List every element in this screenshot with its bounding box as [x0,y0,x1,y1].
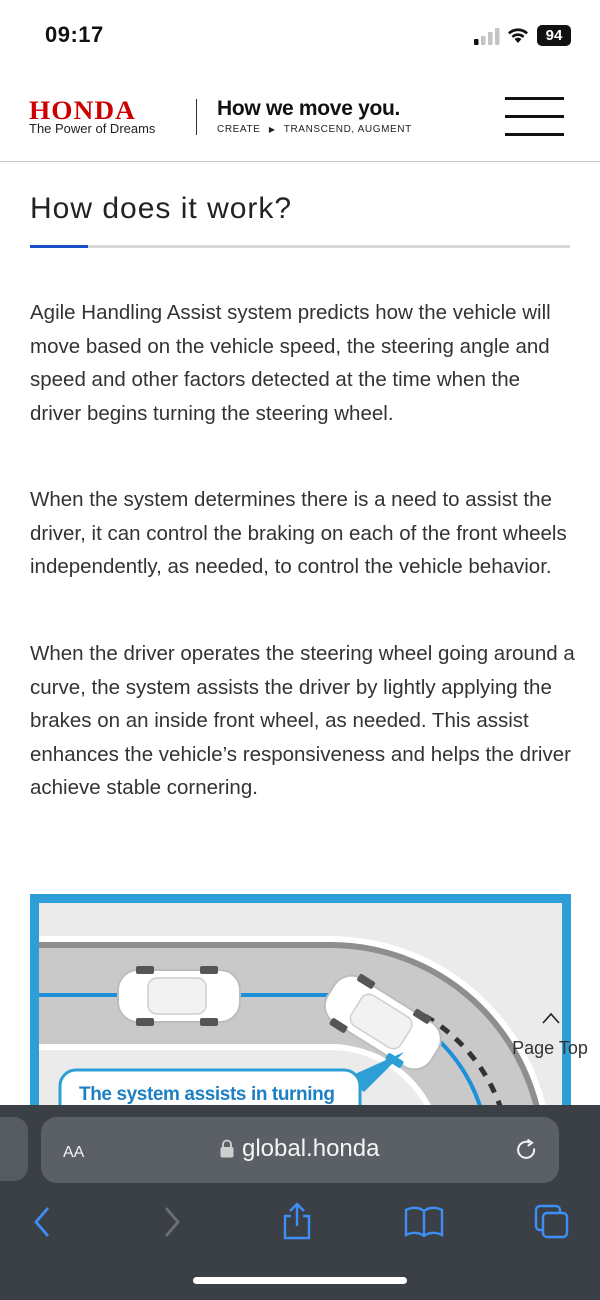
share-icon[interactable] [275,1200,319,1244]
reload-icon[interactable] [515,1138,539,1162]
illustration-graphic [30,894,571,1106]
honda-tagline: The Power of Dreams [29,121,156,136]
url-text[interactable]: global.honda [242,1135,380,1162]
previous-tab-peek[interactable] [0,1117,28,1181]
paragraph-1: Agile Handling Assist system predicts how the vehicle will move based on the vehicle speed, the steering angle and speed and other factors detected at the time when the driver begins turning the steering wheel. [30,301,551,425]
page-top-button[interactable] [508,1010,592,1062]
paragraph-3: When the driver operates the steering wheel going around a curve, the system assists the driver by lightly applying the brakes on an inside front wheel, as needed. This assist enhances the vehicle’s responsiveness and helps the driver achieve stable cornering. [30,642,575,799]
title-rule [30,245,570,248]
battery-icon: 94 [537,25,571,46]
site-header [0,72,600,162]
home-indicator[interactable] [193,1277,407,1284]
slogan-sub [217,124,412,135]
handling-assist-illustration [30,894,571,1106]
paragraph-2: When the system determines there is a need to assist the driver, it can control the braking on each of the front wheels independently, as needed, to control the vehicle behavior. [30,488,567,578]
lock-icon [220,1139,234,1158]
chevron-up-icon [541,1010,561,1026]
browser-nav-row [0,1200,600,1250]
text-size-button[interactable] [63,1137,84,1163]
back-icon[interactable] [20,1200,64,1244]
play-arrow-icon: ▶ [268,125,276,134]
slogan: How we move you. [217,97,401,120]
wifi-icon [507,26,529,44]
header-divider [196,99,197,135]
status-time: 09:17 [45,22,104,47]
slogan-sub-rest: TRANSCEND, AUGMENT [283,124,412,135]
bookmarks-icon[interactable] [402,1200,446,1244]
cellular-signal-icon [474,28,500,45]
slogan-sub-create: CREATE [217,124,261,135]
forward-icon[interactable] [150,1200,194,1244]
honda-logo[interactable]: HONDA [29,96,136,125]
page-top-label: Page Top [512,1038,588,1058]
title-rule-accent [30,245,88,248]
tabs-icon[interactable] [530,1200,574,1244]
text-size-label: AA [63,1144,85,1161]
section-title: How does it work? [30,192,293,225]
address-bar[interactable] [41,1117,559,1183]
hamburger-menu-icon[interactable] [505,97,564,137]
browser-toolbar [0,1105,600,1300]
status-bar [0,0,600,72]
illustration-caption: The system assists in turning [79,1084,335,1105]
